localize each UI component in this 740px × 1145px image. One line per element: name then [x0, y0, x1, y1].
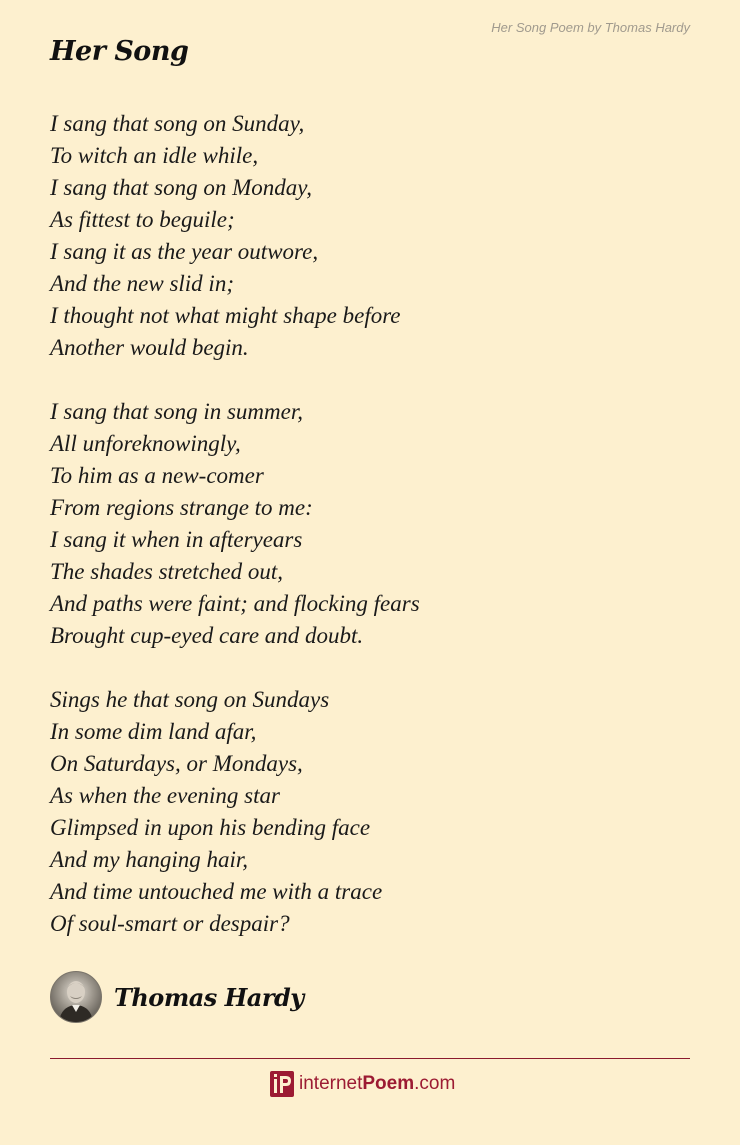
- poem-line: And the new slid in;: [50, 271, 234, 296]
- author-row[interactable]: [50, 971, 304, 1023]
- poem-line: Of soul-smart or despair?: [50, 911, 290, 936]
- stanza-3: [50, 684, 420, 940]
- brand-bold: Poem: [362, 1073, 415, 1094]
- poem-line: I sang it as the year outwore,: [50, 239, 319, 264]
- poem-line: To witch an idle while,: [50, 143, 259, 168]
- brand-suffix: .com: [414, 1073, 456, 1094]
- stanza-2: [50, 396, 420, 652]
- poem-line: Brought cup-eyed care and doubt.: [50, 623, 364, 648]
- poem-line: I sang that song on Sunday,: [50, 111, 305, 136]
- poem-line: As when the evening star: [50, 783, 280, 808]
- poem-line: All unforeknowingly,: [50, 431, 241, 456]
- poem-line: And paths were faint; and flocking fears: [50, 591, 420, 616]
- poem-line: From regions strange to me:: [50, 495, 313, 520]
- poem-line: Sings he that song on Sundays: [50, 687, 330, 712]
- footer-divider: [50, 1058, 690, 1059]
- poem-line: As fittest to beguile;: [50, 207, 235, 232]
- footer-brand-link[interactable]: [270, 1071, 455, 1097]
- internetpoem-logo-icon: [270, 1071, 294, 1097]
- author-portrait-icon[interactable]: [50, 971, 102, 1023]
- poem-line: In some dim land afar,: [50, 719, 257, 744]
- header-credit: Her Song Poem by Thomas Hardy: [491, 20, 690, 35]
- poem-line: Glimpsed in upon his bending face: [50, 815, 371, 840]
- poem-body: [50, 108, 420, 972]
- poem-line: And my hanging hair,: [50, 847, 249, 872]
- poem-line: On Saturdays, or Mondays,: [50, 751, 303, 776]
- poem-title: Her Song: [50, 36, 189, 67]
- author-name[interactable]: Thomas Hardy: [114, 982, 304, 1012]
- poem-line: Another would begin.: [50, 335, 249, 360]
- poem-line: The shades stretched out,: [50, 559, 283, 584]
- poem-line: To him as a new-comer: [50, 463, 264, 488]
- poem-line: I thought not what might shape before: [50, 303, 401, 328]
- brand-prefix: internet: [299, 1073, 363, 1094]
- poem-line: I sang that song in summer,: [50, 399, 304, 424]
- poem-line: I sang it when in afteryears: [50, 527, 303, 552]
- stanza-1: [50, 108, 420, 364]
- poem-line: And time untouched me with a trace: [50, 879, 383, 904]
- poem-line: I sang that song on Monday,: [50, 175, 312, 200]
